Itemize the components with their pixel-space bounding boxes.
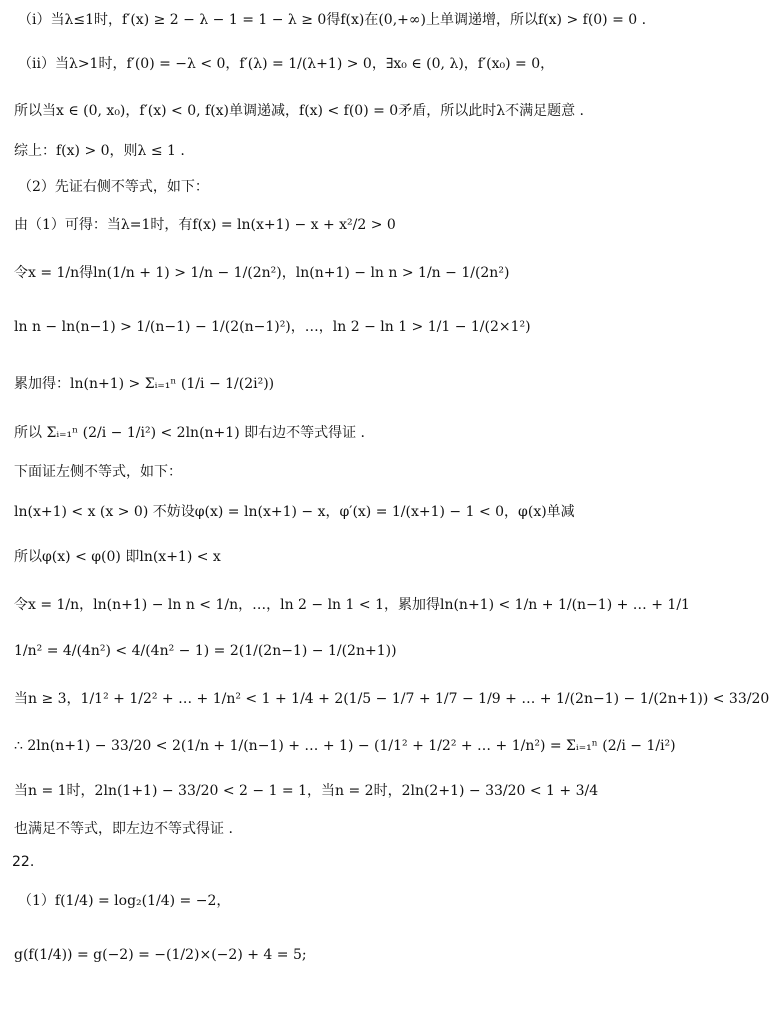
right-proof-line: 所以 Σᵢ₌₁ⁿ (2/i − 1/i²) < 2ln(n+1) 即右边不等式得证 .: [14, 425, 366, 441]
problem-22-part1: （1）f(1/4) = log₂(1/4) = −2，: [18, 893, 231, 909]
sum-result-line: 累加得：ln(n+1) > Σᵢ₌₁ⁿ (1/i − 1/(2i²)): [14, 376, 275, 392]
n-ge-3-line: 当n ≥ 3，1/1² + 1/2² + … + 1/n² < 1 + 1/4 + 2(1/5 − 1/7 + 1/7 − 1/9 + … + 1/(2n−1) − 1/(2n+1)) < 33/20: [14, 691, 769, 707]
substitution-line: 令x = 1/n得ln(1/n + 1) > 1/n − 1/(2n²)，ln(n+1) − ln n > 1/n − 1/(2n²): [14, 265, 510, 281]
harmonic-bound-line: 令x = 1/n，ln(n+1) − ln n < 1/n，…，ln 2 − ln 1 < 1，累加得ln(n+1) < 1/n + 1/(n−1) + … + 1/1: [14, 597, 690, 613]
g-of-f-line: g(f(1/4)) = g(−2) = −(1/2)×(−2) + 4 = 5;: [14, 947, 307, 963]
case-i-line: （i）当λ≤1时，f′(x) ≥ 2 − λ − 1 = 1 − λ ≥ 0得f(x)在(0,+∞)上单调递增，所以f(x) > f(0) = 0 .: [18, 12, 647, 28]
summary-line: 综上：f(x) > 0，则λ ≤ 1 .: [14, 143, 185, 159]
phi-definition-line: ln(x+1) < x (x > 0) 不妨设φ(x) = ln(x+1) − x，φ′(x) = 1/(x+1) − 1 < 0，φ(x)单减: [14, 504, 575, 520]
therefore-line: ∴ 2ln(n+1) − 33/20 < 2(1/n + 1/(n−1) + … + 1) − (1/1² + 1/2² + … + 1/n²) = Σᵢ₌₁ⁿ (2/i − 1/i²): [14, 738, 676, 754]
case-ii-conclusion: 所以当x ∈ (0, x₀)，f′(x) < 0, f(x)单调递减，f(x) < f(0) = 0矛盾，所以此时λ不满足题意 .: [14, 103, 584, 119]
case-ii-line: （ii）当λ>1时，f′(0) = −λ < 0，f′(λ) = 1/(λ+1) > 0，∃x₀ ∈ (0, λ)，f′(x₀) = 0，: [18, 56, 555, 72]
phi-conclusion-line: 所以φ(x) < φ(0) 即ln(x+1) < x: [14, 549, 221, 565]
left-heading: 下面证左侧不等式，如下：: [14, 464, 182, 480]
small-n-check-line: 当n = 1时，2ln(1+1) − 33/20 < 2 − 1 = 1，当n = 2时，2ln(2+1) − 33/20 < 1 + 3/4: [14, 783, 599, 799]
part2-heading: （2）先证右侧不等式，如下：: [18, 179, 209, 195]
problem-22-number: 22.: [12, 854, 35, 870]
telescoping-line: ln n − ln(n−1) > 1/(n−1) − 1/(2(n−1)²)，…，ln 2 − ln 1 > 1/1 − 1/(2×1²): [14, 319, 531, 335]
from-part1-line: 由（1）可得：当λ=1时，有f(x) = ln(x+1) − x + x²/2 > 0: [14, 217, 396, 233]
left-proof-line: 也满足不等式，即左边不等式得证 .: [14, 821, 233, 837]
reciprocal-square-line: 1/n² = 4/(4n²) < 4/(4n² − 1) = 2(1/(2n−1) − 1/(2n+1)): [14, 643, 397, 659]
